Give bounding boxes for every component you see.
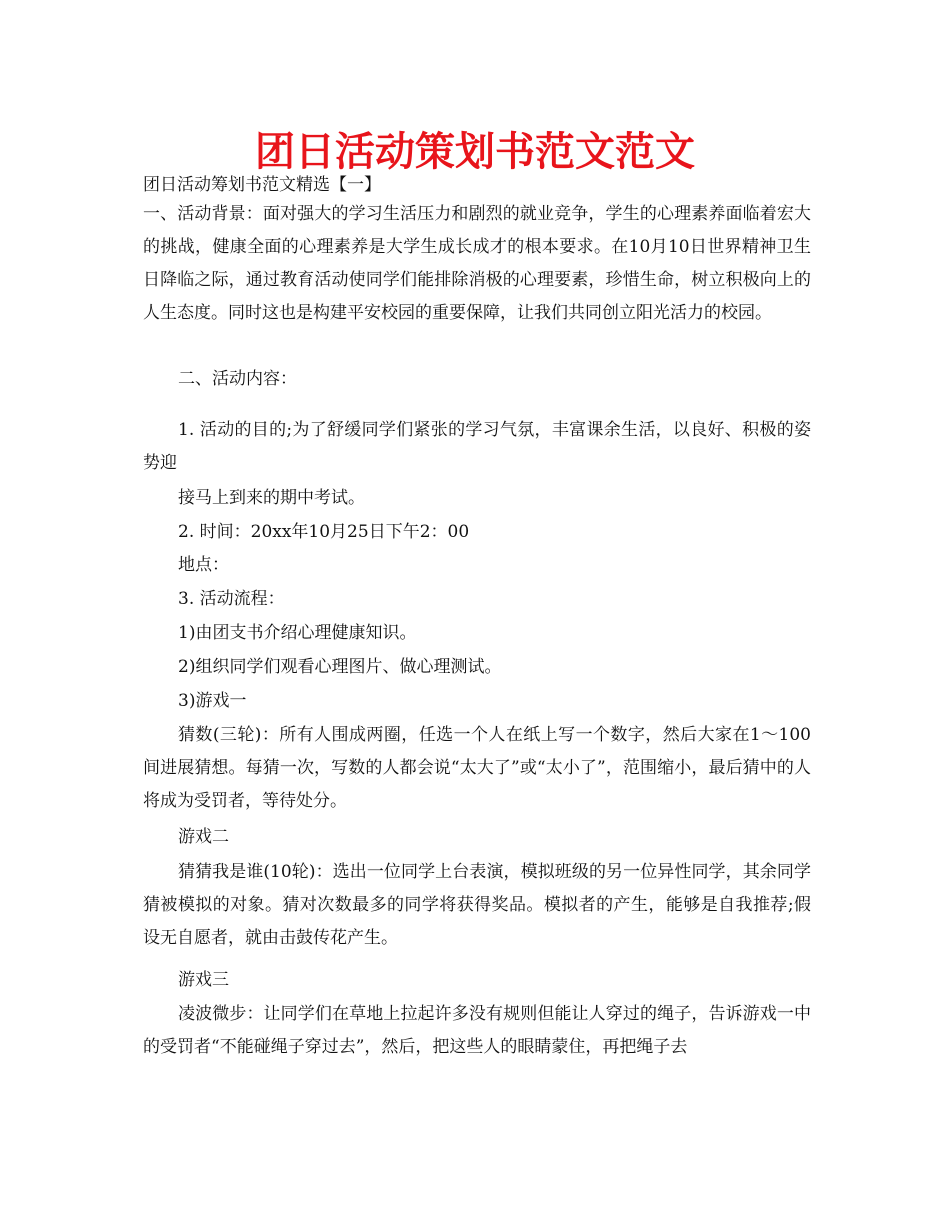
paragraph-step-1: 1)由团支书介绍心理健康知识。: [178, 623, 417, 643]
paragraph-purpose-continued: 接马上到来的期中考试。: [178, 488, 365, 508]
paragraph-step-2: 2)组织同学们观看心理图片、做心理测试。: [178, 657, 502, 677]
paragraph-purpose: 1. 活动的目的;为了舒缓同学们紧张的学习气氛，丰富课余生活，以良好、积极的姿势迎: [143, 420, 811, 473]
paragraph-game-2: 猜猜我是谁(10轮)：选出一位同学上台表演，模拟班级的另一位异性同学，其余同学猜被模拟的对象。猜对次数最多的同学将获得奖品。模拟者的产生，能够是自我推荐;假设无自愿者，就由击鼓传花产生。: [143, 862, 811, 948]
paragraph-process-heading: 3. 活动流程：: [178, 589, 285, 609]
paragraph-location: 地点：: [178, 555, 229, 575]
paragraph-game-3: 凌波微步：让同学们在草地上拉起许多没有规则但能让人穿过的绳子，告诉游戏一中的受罚者“不能碰绳子穿过去”，然后，把这些人的眼睛蒙住，再把绳子去: [143, 1004, 811, 1057]
paragraph-content-heading: 二、活动内容：: [178, 369, 297, 389]
paragraph-background: 一、活动背景：面对强大的学习生活压力和剧烈的就业竞争，学生的心理素养面临着宏大的挑战，健康全面的心理素养是大学生成长成才的根本要求。在10月10日世界精神卫生日降临之际，通过教育活动使同学们能排除消极的心理要素，珍惜生命，树立积极向上的人生态度。同时这也是构建平安校园的重要保障，让我们共同创立阳光活力的校园。: [143, 204, 811, 323]
paragraph-game-2-heading: 游戏二: [178, 827, 229, 847]
document-title: 团日活动策划书范文范文: [255, 129, 695, 175]
paragraph-game-3-heading: 游戏三: [178, 970, 229, 990]
document-subtitle: 团日活动筹划书范文精选【一】: [143, 175, 381, 195]
paragraph-game-1-heading: 3)游戏一: [178, 691, 247, 711]
paragraph-time: 2. 时间：20xx年10月25日下午2：00: [178, 522, 470, 542]
paragraph-game-1: 猜数(三轮)：所有人围成两圈，任选一个人在纸上写一个数字，然后大家在1～100间进展猜想。每猜一次，写数的人都会说“太大了”或“太小了”，范围缩小，最后猜中的人将成为受罚者，等待处分。: [143, 725, 811, 811]
